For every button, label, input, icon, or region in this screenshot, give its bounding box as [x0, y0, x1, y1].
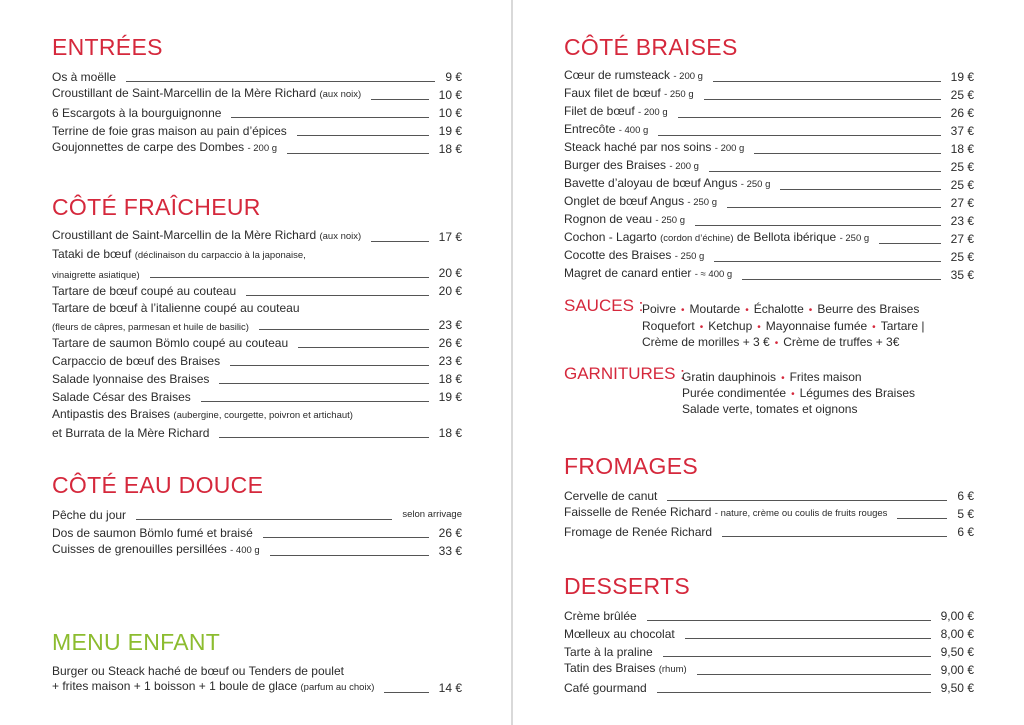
fromages-list [564, 487, 974, 541]
menu-item [52, 424, 462, 442]
leader-line [657, 692, 931, 693]
leader-line [231, 117, 428, 118]
entrees-list [52, 68, 462, 158]
eau-douce-list [52, 506, 462, 560]
item-name: et Burrata de la Mère Richard [52, 426, 210, 440]
item-price: 23 € [438, 318, 462, 332]
item-name: Cervelle de canut [564, 489, 658, 503]
item-price: 20 € [438, 266, 462, 280]
item-price: 17 € [438, 230, 462, 244]
item-name: Rognon de veau - 250 g [564, 212, 685, 226]
leader-line [663, 656, 931, 657]
item-name: Salade César des Braises [52, 390, 191, 404]
garnitures-line: Purée condimentée • Légumes des Braises [682, 385, 915, 400]
item-name: Dos de saumon Bömlo fumé et braisé [52, 526, 253, 540]
menu-item [52, 388, 462, 406]
garnitures-label: GARNITURES : [564, 364, 685, 383]
leader-line [219, 383, 428, 384]
item-price: 9,50 € [940, 645, 974, 659]
section-title: CÔTÉ EAU DOUCE [52, 472, 264, 498]
item-name: Faisselle de Renée Richard - nature, crème ou coulis de fruits rouges [564, 505, 888, 519]
item-subnote: (fleurs de câpres, parmesan et huile de basilic) [52, 322, 249, 333]
menu-item [52, 370, 462, 388]
item-name: Filet de bœuf - 200 g [564, 104, 668, 118]
menu-item-line: Tartare de bœuf à l’italienne coupé au couteau [52, 301, 300, 315]
leader-line [384, 692, 428, 693]
item-price: 26 € [438, 526, 462, 540]
section-title: MENU ENFANT [52, 629, 221, 655]
item-price: 5 € [957, 507, 974, 521]
menu-item [52, 334, 462, 352]
item-name: Steack haché par nos soins - 200 g [564, 140, 745, 154]
desserts-list [564, 607, 974, 697]
item-name: Croustillant de Saint-Marcellin de la Mère Richard (aux noix) [52, 228, 362, 242]
item-price: 23 € [950, 214, 974, 228]
item-name: + frites maison + 1 boisson + 1 boule de glace (parfum au choix) [52, 679, 375, 693]
leader-line [371, 99, 428, 100]
leader-line [259, 329, 429, 330]
leader-line [780, 189, 940, 190]
leader-line [714, 261, 940, 262]
item-name: Entrecôte - 400 g [564, 122, 649, 136]
item-name: Terrine de foie gras maison au pain d’épices [52, 124, 287, 138]
item-price: 9,50 € [940, 681, 974, 695]
leader-line [754, 153, 940, 154]
item-name: Mœlleux au chocolat [564, 627, 675, 641]
menu-item [52, 506, 462, 524]
item-price: 26 € [438, 336, 462, 350]
item-name: Cuisses de grenouilles persillées - 400 g [52, 542, 260, 556]
item-price: 33 € [438, 544, 462, 558]
item-price: 18 € [438, 142, 462, 156]
item-name: Fromage de Renée Richard [564, 525, 713, 539]
item-price: 6 € [957, 525, 974, 539]
item-name: Pêche du jour [52, 508, 127, 522]
item-price: 18 € [950, 142, 974, 156]
leader-line [658, 135, 940, 136]
leader-line [136, 519, 392, 520]
item-price: 10 € [438, 106, 462, 120]
item-price: 10 € [438, 88, 462, 102]
item-price: 20 € [438, 284, 462, 298]
item-price: 27 € [950, 232, 974, 246]
page-fold [511, 0, 513, 725]
item-name: Tartare de bœuf coupé au couteau [52, 284, 237, 298]
menu-item-line: Burger ou Steack haché de bœuf ou Tenders de poulet [52, 664, 344, 678]
leader-line [287, 153, 429, 154]
section-braises [564, 34, 974, 284]
menu-item [564, 505, 974, 523]
item-name: Tarte à la praline [564, 645, 653, 659]
leader-line [713, 81, 941, 82]
garnitures-line: Gratin dauphinois • Frites maison [682, 370, 862, 384]
menu-item [564, 523, 974, 541]
item-name: Faux filet de bœuf - 250 g [564, 86, 694, 100]
item-name: Burger des Braises - 200 g [564, 158, 699, 172]
item-price: 9,00 € [940, 663, 974, 677]
menu-item [564, 661, 974, 679]
item-price: 14 € [438, 681, 462, 695]
leader-line [879, 243, 940, 244]
leader-line [667, 500, 947, 501]
section-entrees [52, 34, 462, 158]
item-subnote: vinaigrette asiatique) [52, 270, 140, 281]
item-price: 8,00 € [940, 627, 974, 641]
leader-line [219, 437, 428, 438]
item-name: Carpaccio de bœuf des Braises [52, 354, 221, 368]
item-name: Goujonnettes de carpe des Dombes - 200 g [52, 140, 278, 154]
garnitures-line: Salade verte, tomates et oignons [682, 402, 858, 416]
section-fraicheur [52, 194, 462, 442]
item-price: 6 € [957, 489, 974, 503]
menu-item [52, 104, 462, 122]
item-name: Magret de canard entier - ≈ 400 g [564, 266, 733, 280]
leader-line [201, 401, 429, 402]
item-name: Cocotte des Braises - 250 g [564, 248, 705, 262]
leader-line [678, 117, 941, 118]
menu-item [52, 264, 462, 282]
menu-item [52, 679, 462, 697]
section-title: DESSERTS [564, 573, 690, 599]
item-price: 18 € [438, 372, 462, 386]
menu-item [52, 140, 462, 158]
item-price: 26 € [950, 106, 974, 120]
leader-line [695, 225, 941, 226]
section-title: CÔTÉ BRAISES [564, 34, 738, 60]
item-name: Café gourmand [564, 681, 647, 695]
item-price: 25 € [950, 160, 974, 174]
item-price: 19 € [438, 124, 462, 138]
menu-item [564, 625, 974, 643]
menu-item [52, 86, 462, 104]
fraicheur-list [52, 334, 462, 406]
menu-item [52, 316, 462, 334]
item-price: 18 € [438, 426, 462, 440]
leader-line [697, 674, 931, 675]
leader-line [685, 638, 931, 639]
leader-line [897, 518, 947, 519]
sauces-line: Crème de morilles + 3 € • Crème de truffes + 3€ [642, 335, 900, 349]
item-name: Os à moëlle [52, 70, 117, 84]
section-sauces [564, 296, 974, 352]
item-price: 35 € [950, 268, 974, 282]
left-page [0, 0, 510, 725]
section-eau-douce [52, 472, 462, 560]
item-name: Onglet de bœuf Angus - 250 g [564, 194, 717, 208]
item-name: Tartare de saumon Bömlo coupé au couteau [52, 336, 289, 350]
leader-line [126, 81, 435, 82]
item-price: 25 € [950, 250, 974, 264]
item-name: Crème brûlée [564, 609, 637, 623]
item-price: 25 € [950, 178, 974, 192]
item-name: Tatin des Braises (rhum) [564, 661, 687, 675]
section-title: ENTRÉES [52, 34, 163, 60]
item-price: 23 € [438, 354, 462, 368]
section-menu-enfant [52, 629, 462, 697]
section-fromages [564, 453, 974, 541]
sauces-line: Roquefort • Ketchup • Mayonnaise fumée • Tartare | [642, 318, 925, 333]
leader-line [270, 555, 429, 556]
item-name: Croustillant de Saint-Marcellin de la Mère Richard (aux noix) [52, 86, 362, 100]
item-price: 19 € [950, 70, 974, 84]
sauces-label: SAUCES : [564, 296, 644, 315]
item-price: 37 € [950, 124, 974, 138]
menu-item [564, 607, 974, 625]
section-title: CÔTÉ FRAÎCHEUR [52, 194, 261, 220]
right-page [514, 0, 1024, 725]
section-desserts [564, 573, 974, 697]
leader-line [727, 207, 941, 208]
menu-item [564, 266, 974, 284]
leader-line [246, 295, 429, 296]
item-name: 6 Escargots à la bourguignonne [52, 106, 222, 120]
braises-list [564, 68, 974, 230]
leader-line [742, 279, 940, 280]
menu-item [52, 542, 462, 560]
item-name: Cœur de rumsteack - 200 g [564, 68, 703, 82]
leader-line [263, 537, 429, 538]
menu-item [52, 352, 462, 370]
leader-line [150, 277, 429, 278]
menu-item-line: Antipastis des Braises (aubergine, courgette, poivron et artichaut) [52, 407, 353, 421]
braises-list-2 [564, 248, 974, 284]
section-title: FROMAGES [564, 453, 699, 479]
leader-line [298, 347, 428, 348]
leader-line [704, 99, 941, 100]
section-garnitures [564, 364, 974, 420]
item-price: 9 € [445, 70, 462, 84]
leader-line [647, 620, 931, 621]
menu-item [52, 282, 462, 300]
leader-line [297, 135, 429, 136]
leader-line [230, 365, 429, 366]
sauces-line: Poivre • Moutarde • Échalotte • Beurre des Braises [642, 302, 920, 316]
item-name: Cochon - Lagarto (cordon d’échine) de Bellota ibérique - 250 g [564, 230, 870, 244]
leader-line [371, 241, 428, 242]
item-price: 25 € [950, 88, 974, 102]
item-price: selon arrivage [402, 509, 462, 520]
item-name: Salade lyonnaise des Braises [52, 372, 210, 386]
item-price: 27 € [950, 196, 974, 210]
menu-item [52, 228, 462, 246]
item-price: 19 € [438, 390, 462, 404]
leader-line [709, 171, 941, 172]
item-name: Bavette d’aloyau de bœuf Angus - 250 g [564, 176, 771, 190]
item-price: 9,00 € [940, 609, 974, 623]
leader-line [722, 536, 947, 537]
menu-item [564, 679, 974, 697]
menu-item-line: Tataki de bœuf (déclinaison du carpaccio à la japonaise, [52, 247, 306, 261]
